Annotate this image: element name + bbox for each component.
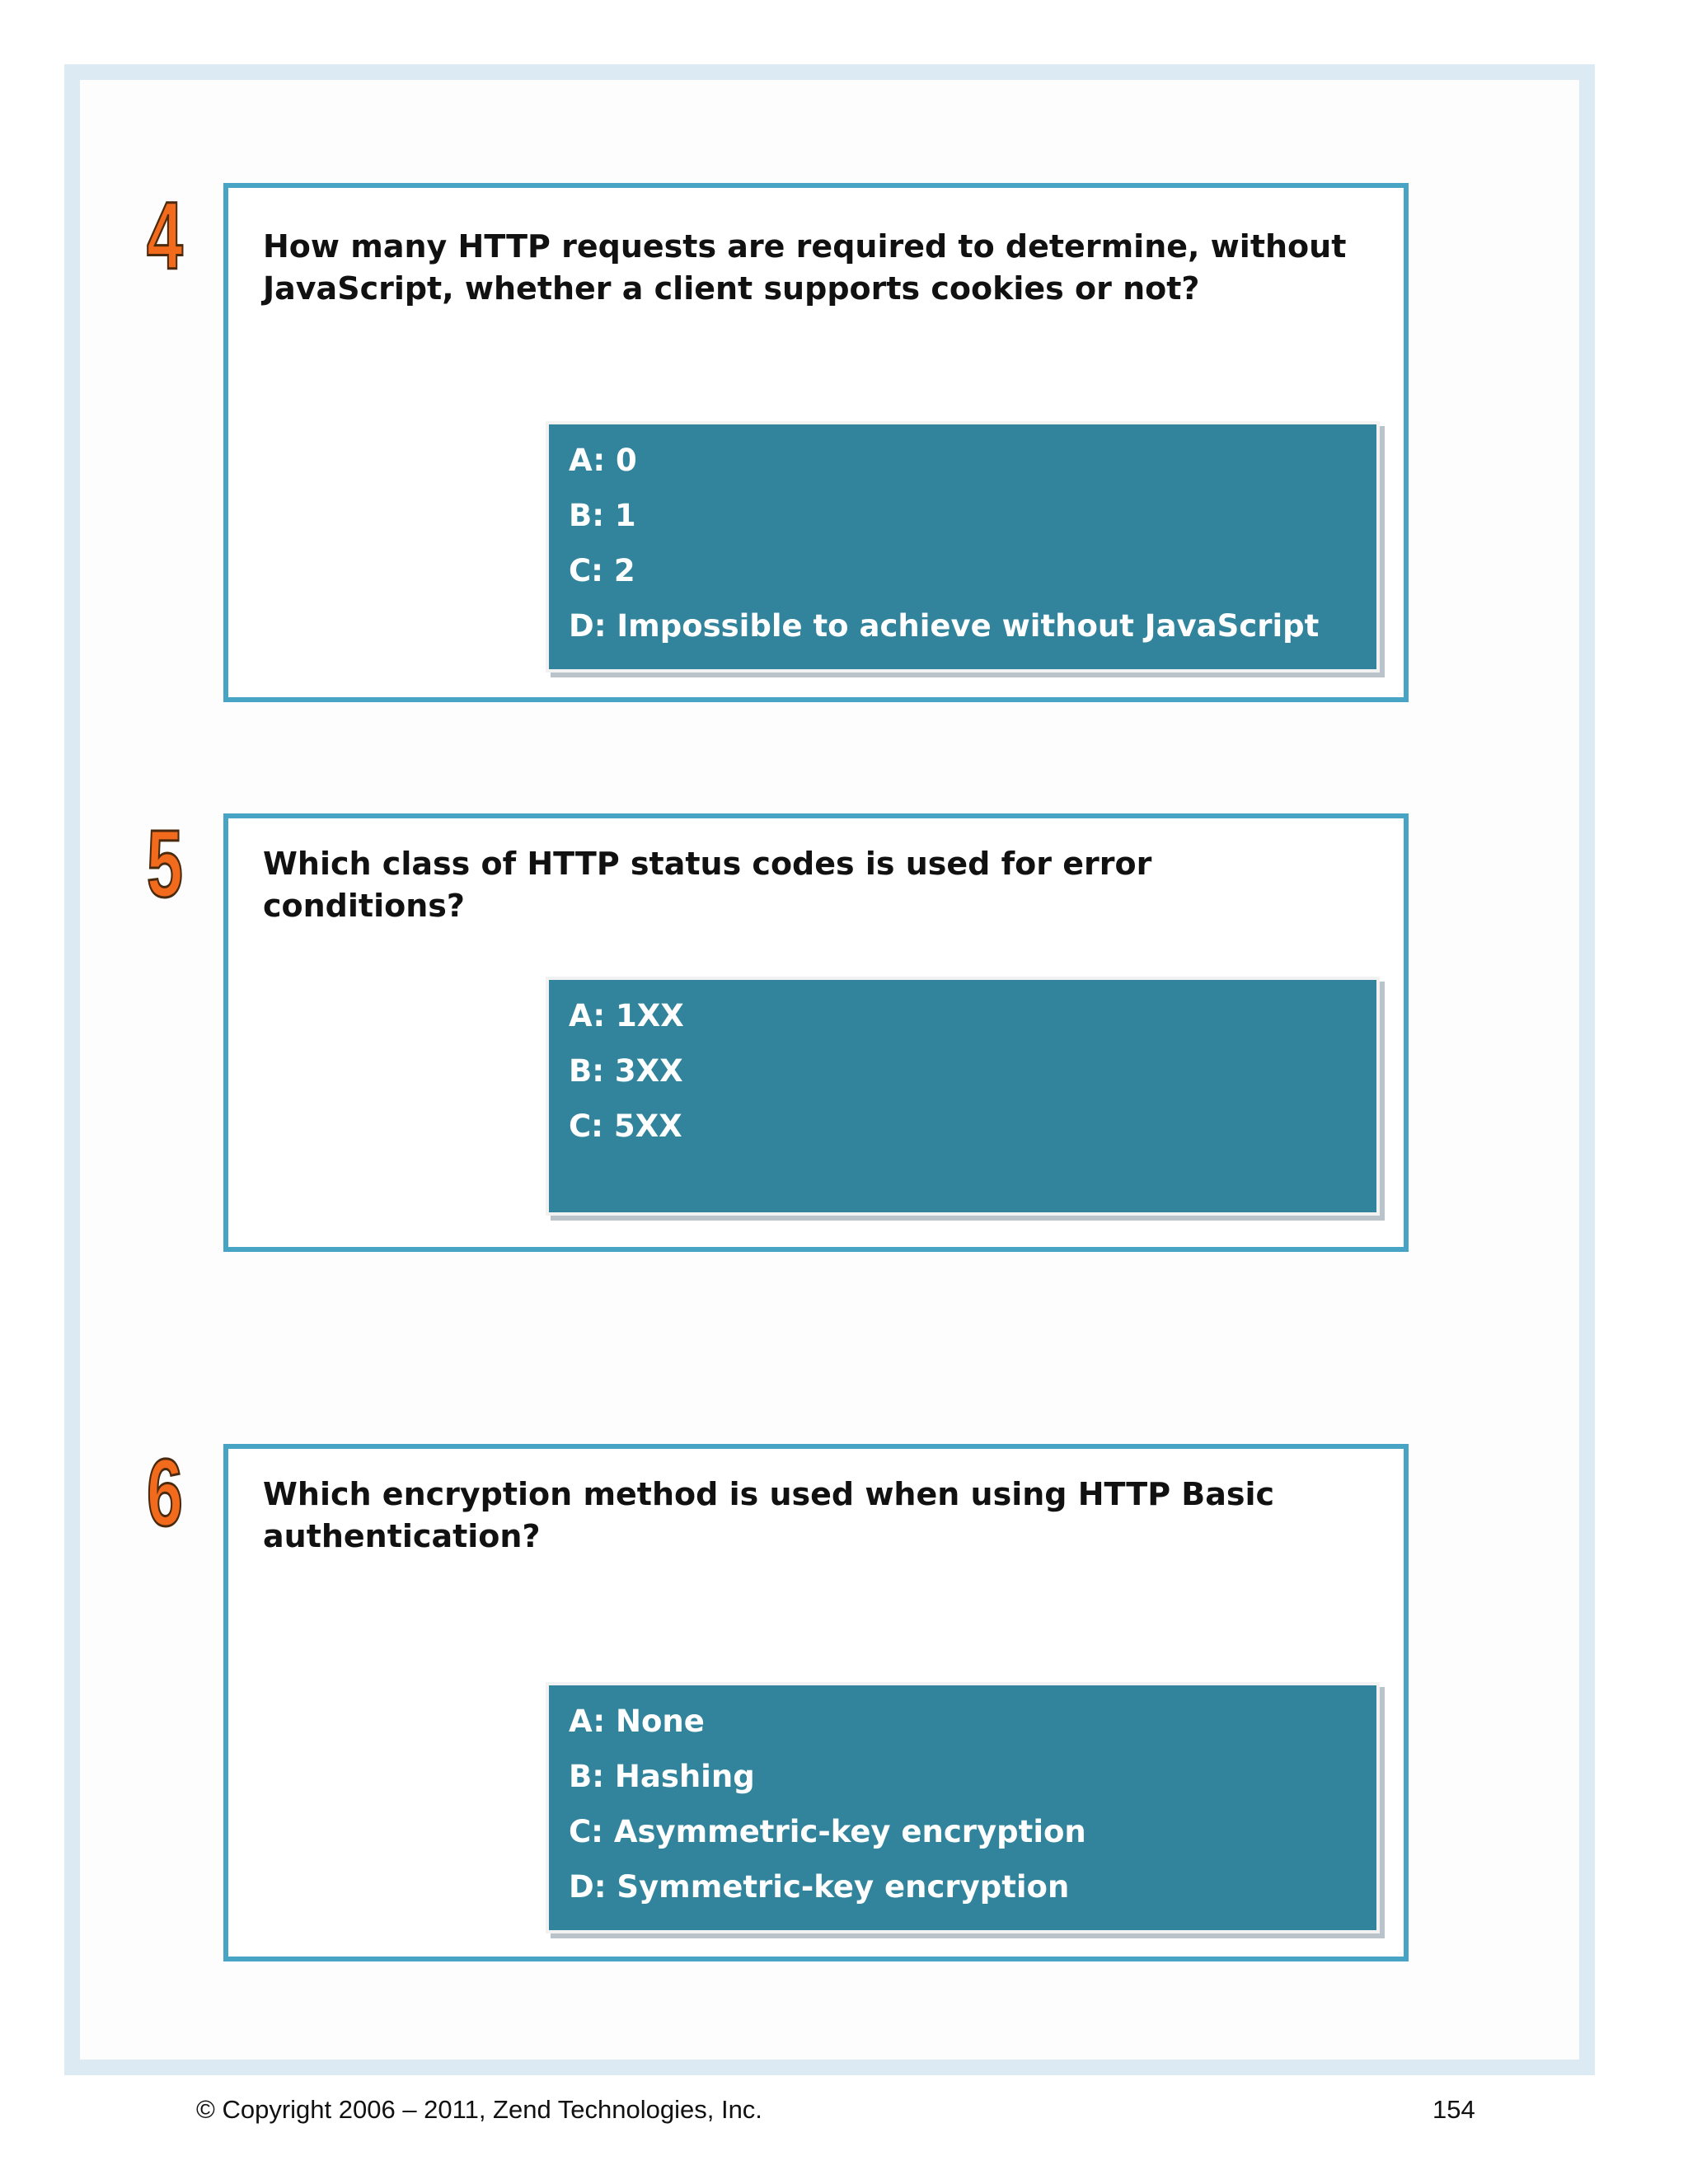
answer-option: C: 5XX [569, 1108, 682, 1144]
answer-option: B: 3XX [569, 1053, 683, 1089]
answer-option: D: Symmetric-key encryption [569, 1869, 1070, 1905]
answer-option: B: Hashing [569, 1759, 755, 1794]
question-text: How many HTTP requests are required to determine, without JavaScript, whether a client supports cookies or not? [263, 228, 1347, 307]
question-number: 5 [147, 810, 183, 917]
answer-option: B: 1 [569, 498, 636, 533]
answer-option: A: 1XX [569, 998, 684, 1033]
question-box [223, 1444, 1409, 1961]
question-text: Which encryption method is used when using HTTP Basic authentication? [263, 1476, 1275, 1554]
answer-option: C: Asymmetric-key encryption [569, 1814, 1086, 1849]
answer-option: A: 0 [569, 443, 637, 478]
answer-options [546, 421, 1380, 673]
question-number: 6 [147, 1439, 183, 1546]
page-number: 154 [1432, 2095, 1475, 2124]
answer-option: A: None [569, 1704, 705, 1739]
footer-copyright: © Copyright 2006 – 2011, Zend Technologies, Inc. [196, 2095, 762, 2124]
answer-option: D: Impossible to achieve without JavaScript [569, 608, 1320, 644]
question-box [223, 183, 1409, 702]
answer-options [546, 977, 1380, 1216]
answer-options [546, 1682, 1380, 1933]
question-number: 4 [147, 182, 183, 289]
answer-option: C: 2 [569, 553, 635, 588]
question-box [223, 813, 1409, 1252]
question-text: Which class of HTTP status codes is used for error conditions? [263, 846, 1152, 924]
